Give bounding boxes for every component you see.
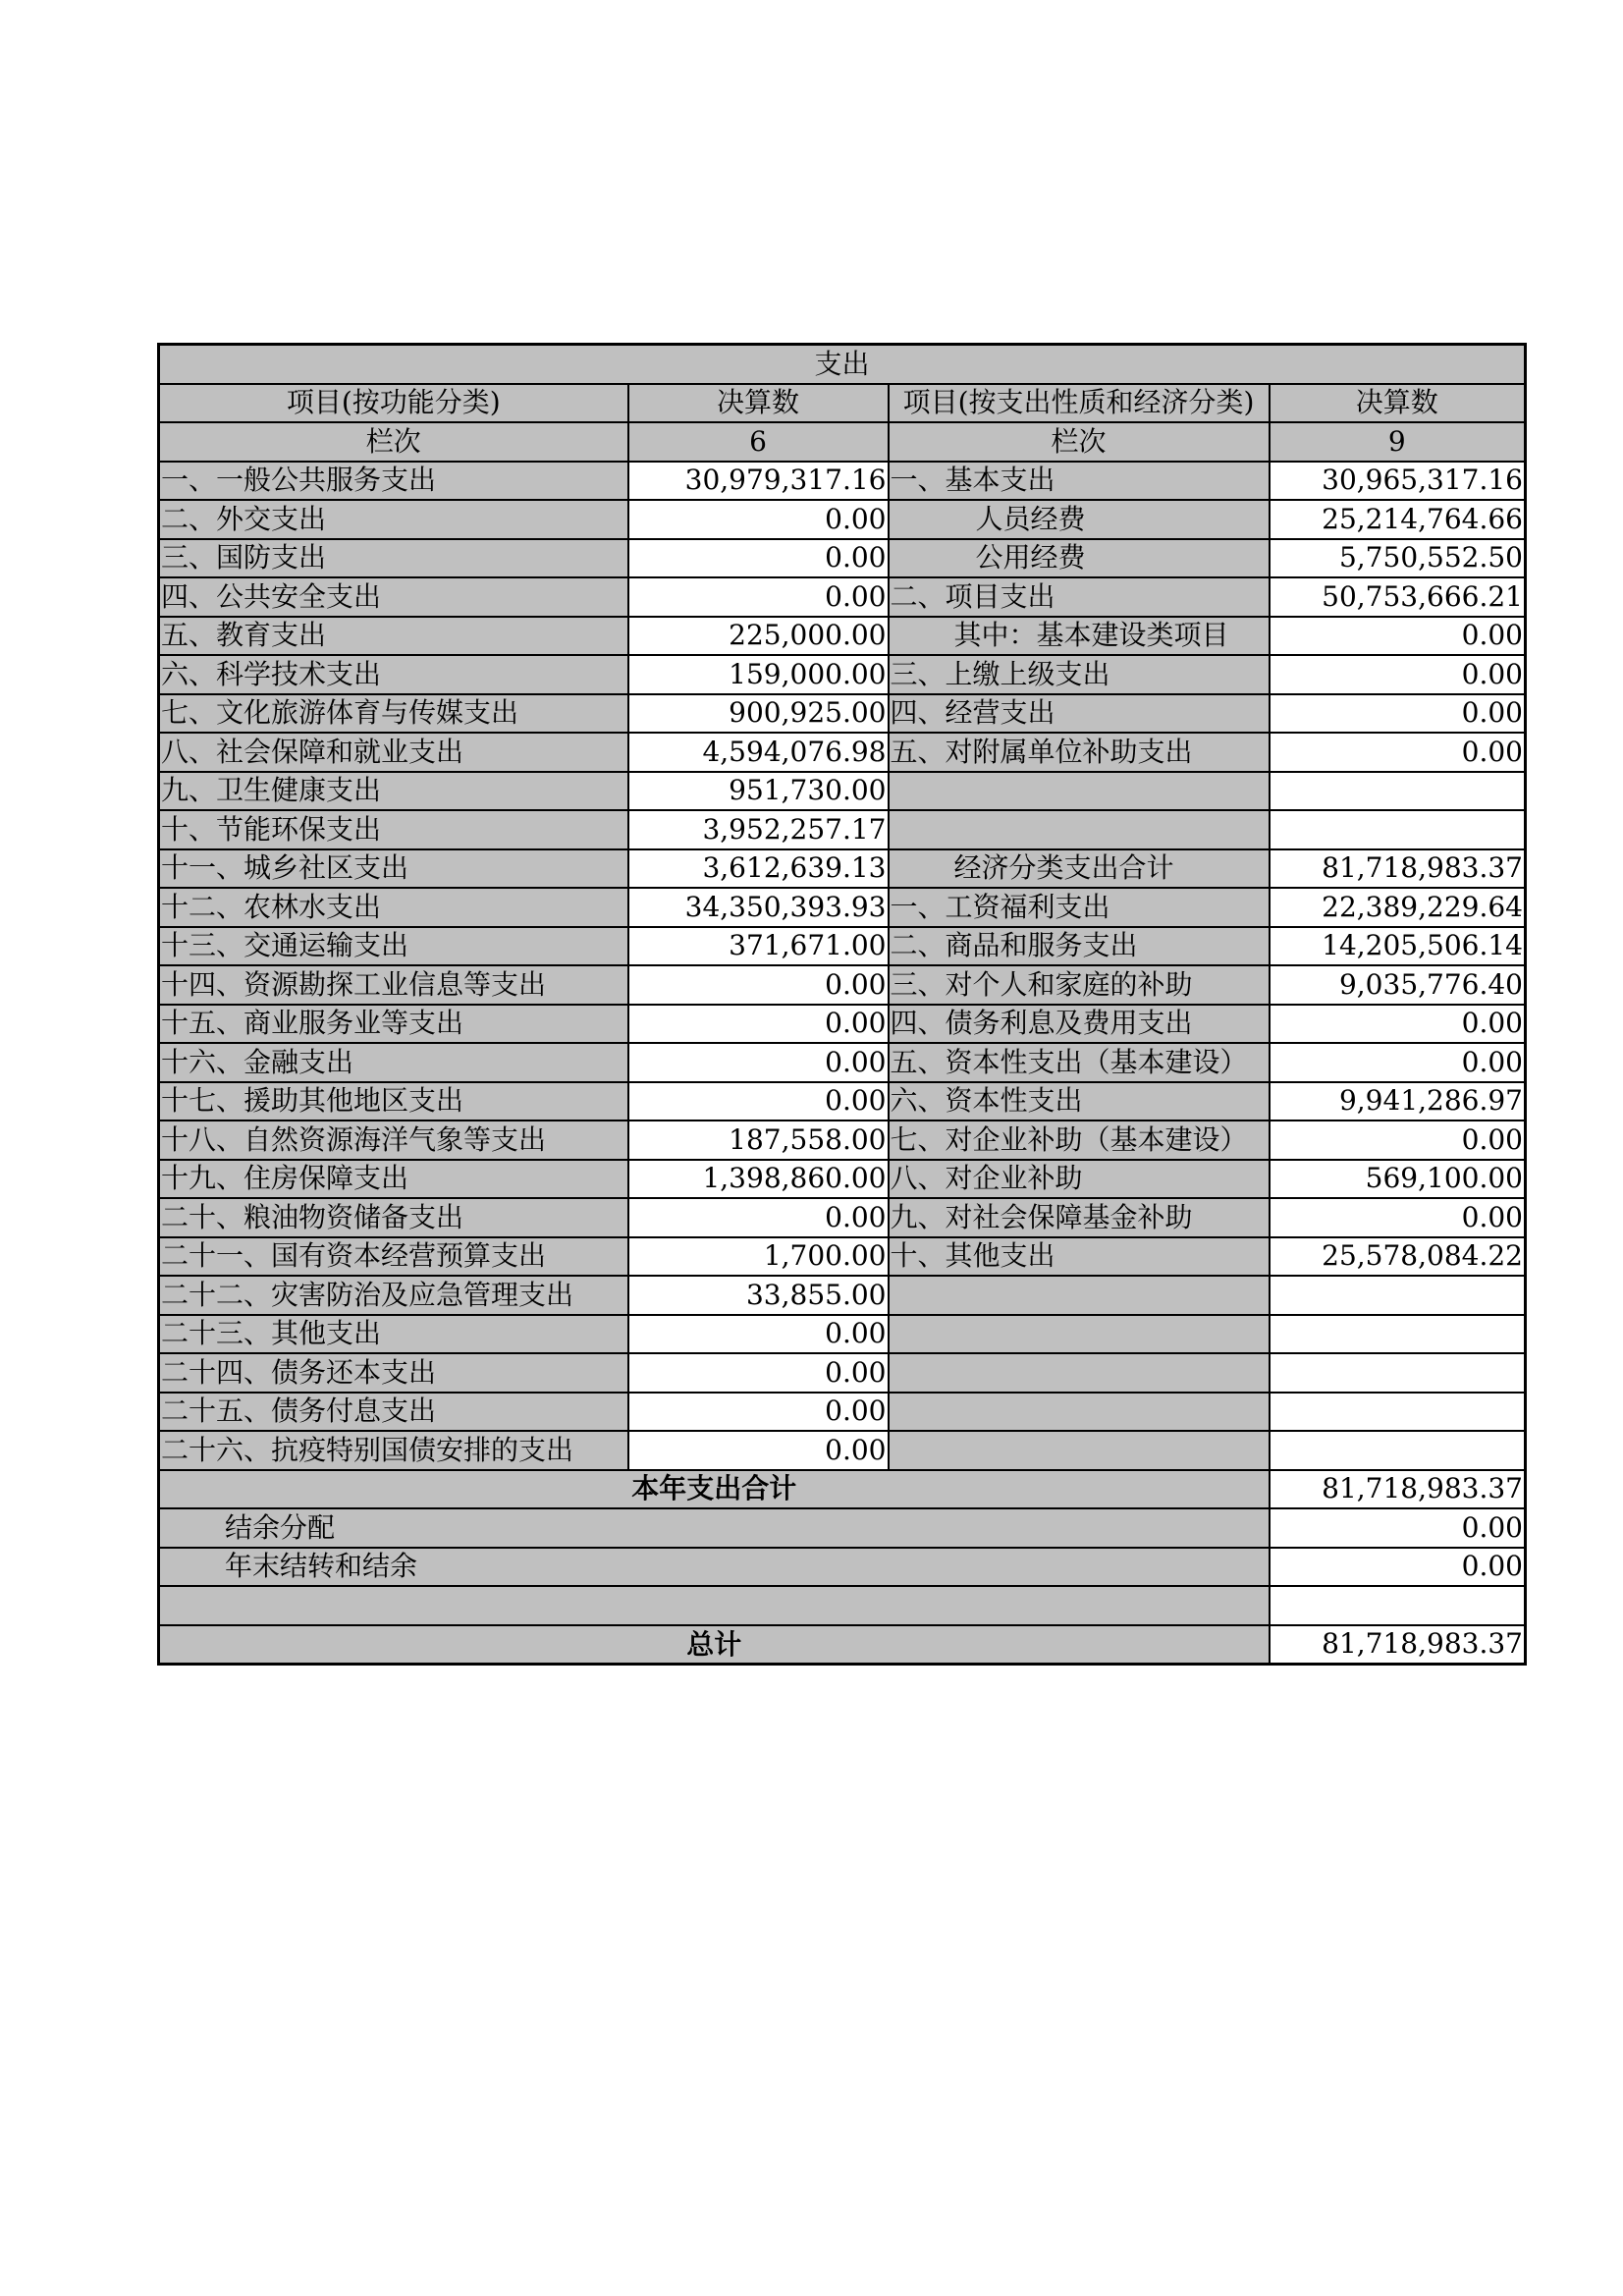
surplus-row <box>159 1508 1526 1548</box>
table-row <box>159 772 1526 811</box>
surplus-amount: 0.00 <box>1270 1508 1526 1548</box>
func-item-name: 七、文化旅游体育与传媒支出 <box>159 694 628 734</box>
blank-label <box>159 1586 1270 1625</box>
expenditure-table <box>157 343 1527 1666</box>
func-item-name: 三、国防支出 <box>159 539 628 578</box>
func-item-name: 十一、城乡社区支出 <box>159 849 628 889</box>
func-item-amount: 0.00 <box>628 1393 889 1432</box>
table-row <box>159 1198 1526 1237</box>
header-index-row <box>159 422 1526 462</box>
func-item-amount: 0.00 <box>628 965 889 1005</box>
func-item-name: 十七、援助其他地区支出 <box>159 1082 628 1121</box>
econ-item-amount: 9,941,286.97 <box>1270 1082 1526 1121</box>
col-header-func-amount: 决算数 <box>628 384 889 423</box>
table-row <box>159 655 1526 694</box>
blank-amount <box>1270 1586 1526 1625</box>
econ-item-name: 三、对个人和家庭的补助 <box>889 965 1270 1005</box>
col-header-econ-amount: 决算数 <box>1270 384 1526 423</box>
func-item-name: 一、一般公共服务支出 <box>159 462 628 501</box>
econ-item-amount: 0.00 <box>1270 617 1526 656</box>
table-row <box>159 849 1526 889</box>
year-total-amount: 81,718,983.37 <box>1270 1470 1526 1509</box>
table-row <box>159 1276 1526 1315</box>
func-item-amount: 0.00 <box>628 1198 889 1237</box>
econ-item-name: 其中：基本建设类项目 <box>889 617 1270 656</box>
row-label-func: 栏次 <box>159 422 628 462</box>
func-item-amount: 0.00 <box>628 500 889 539</box>
func-item-amount: 33,855.00 <box>628 1276 889 1315</box>
func-item-amount: 951,730.00 <box>628 772 889 811</box>
table-row <box>159 1082 1526 1121</box>
table-row <box>159 1393 1526 1432</box>
grand-total-row <box>159 1625 1526 1665</box>
econ-item-amount: 9,035,776.40 <box>1270 965 1526 1005</box>
econ-item-name: 四、债务利息及费用支出 <box>889 1005 1270 1044</box>
econ-item-amount <box>1270 1431 1526 1470</box>
econ-item-name <box>889 1315 1270 1354</box>
table-row <box>159 965 1526 1005</box>
year-total-label: 本年支出合计 <box>159 1470 1270 1509</box>
func-item-name: 二十二、灾害防治及应急管理支出 <box>159 1276 628 1315</box>
col-header-econ-item: 项目(按支出性质和经济分类) <box>889 384 1270 423</box>
econ-item-name: 人员经费 <box>889 500 1270 539</box>
table-row <box>159 1353 1526 1393</box>
func-item-amount: 371,671.00 <box>628 927 889 966</box>
econ-item-name <box>889 1393 1270 1432</box>
func-item-amount: 187,558.00 <box>628 1121 889 1160</box>
econ-item-name <box>889 772 1270 811</box>
econ-item-amount: 25,578,084.22 <box>1270 1237 1526 1277</box>
table-title: 支出 <box>159 345 1526 384</box>
func-item-amount: 225,000.00 <box>628 617 889 656</box>
table-row <box>159 1121 1526 1160</box>
table-row <box>159 1237 1526 1277</box>
func-item-amount: 0.00 <box>628 1353 889 1393</box>
econ-item-amount <box>1270 772 1526 811</box>
table-row <box>159 888 1526 927</box>
col-index-econ: 9 <box>1270 422 1526 462</box>
func-item-amount: 900,925.00 <box>628 694 889 734</box>
func-item-amount: 0.00 <box>628 539 889 578</box>
header-title-row <box>159 345 1526 384</box>
econ-item-name: 八、对企业补助 <box>889 1160 1270 1199</box>
econ-item-name: 二、商品和服务支出 <box>889 927 1270 966</box>
econ-item-amount <box>1270 1393 1526 1432</box>
func-item-name: 十六、金融支出 <box>159 1043 628 1082</box>
func-item-name: 八、社会保障和就业支出 <box>159 733 628 772</box>
func-item-amount: 4,594,076.98 <box>628 733 889 772</box>
econ-item-name: 五、对附属单位补助支出 <box>889 733 1270 772</box>
econ-item-name <box>889 1276 1270 1315</box>
table-row <box>159 1315 1526 1354</box>
func-item-amount: 30,979,317.16 <box>628 462 889 501</box>
func-item-name: 五、教育支出 <box>159 617 628 656</box>
func-item-amount: 159,000.00 <box>628 655 889 694</box>
func-item-amount: 0.00 <box>628 1431 889 1470</box>
econ-item-amount: 0.00 <box>1270 1043 1526 1082</box>
col-index-func: 6 <box>628 422 889 462</box>
econ-item-amount <box>1270 810 1526 849</box>
econ-item-name: 一、工资福利支出 <box>889 888 1270 927</box>
year-total-row <box>159 1470 1526 1509</box>
func-item-amount: 1,700.00 <box>628 1237 889 1277</box>
surplus-label: 结余分配 <box>159 1508 1270 1548</box>
econ-item-amount <box>1270 1276 1526 1315</box>
econ-item-name: 四、经营支出 <box>889 694 1270 734</box>
econ-item-amount <box>1270 1315 1526 1354</box>
func-item-name: 九、卫生健康支出 <box>159 772 628 811</box>
func-item-name: 十四、资源勘探工业信息等支出 <box>159 965 628 1005</box>
func-item-name: 二十三、其他支出 <box>159 1315 628 1354</box>
func-item-amount: 0.00 <box>628 577 889 617</box>
econ-item-amount: 569,100.00 <box>1270 1160 1526 1199</box>
econ-item-name: 三、上缴上级支出 <box>889 655 1270 694</box>
econ-item-amount: 81,718,983.37 <box>1270 849 1526 889</box>
econ-item-amount: 0.00 <box>1270 1121 1526 1160</box>
econ-item-amount: 0.00 <box>1270 694 1526 734</box>
func-item-name: 十五、商业服务业等支出 <box>159 1005 628 1044</box>
table-row <box>159 694 1526 734</box>
func-item-amount: 3,952,257.17 <box>628 810 889 849</box>
func-item-name: 十九、住房保障支出 <box>159 1160 628 1199</box>
col-header-func-item: 项目(按功能分类) <box>159 384 628 423</box>
table-row <box>159 927 1526 966</box>
row-label-econ: 栏次 <box>889 422 1270 462</box>
func-item-name: 十三、交通运输支出 <box>159 927 628 966</box>
func-item-amount: 34,350,393.93 <box>628 888 889 927</box>
func-item-amount: 0.00 <box>628 1005 889 1044</box>
econ-item-name: 一、基本支出 <box>889 462 1270 501</box>
func-item-name: 二十、粮油物资储备支出 <box>159 1198 628 1237</box>
grand-total-amount: 81,718,983.37 <box>1270 1625 1526 1665</box>
econ-item-amount: 0.00 <box>1270 733 1526 772</box>
econ-item-amount: 22,389,229.64 <box>1270 888 1526 927</box>
func-item-name: 二十一、国有资本经营预算支出 <box>159 1237 628 1277</box>
table-row <box>159 1160 1526 1199</box>
func-item-name: 十八、自然资源海洋气象等支出 <box>159 1121 628 1160</box>
carryover-amount: 0.00 <box>1270 1548 1526 1587</box>
econ-item-name: 七、对企业补助（基本建设） <box>889 1121 1270 1160</box>
func-item-name: 二、外交支出 <box>159 500 628 539</box>
carryover-label: 年末结转和结余 <box>159 1548 1270 1587</box>
econ-item-name: 九、对社会保障基金补助 <box>889 1198 1270 1237</box>
func-item-amount: 0.00 <box>628 1043 889 1082</box>
carryover-row <box>159 1548 1526 1587</box>
econ-item-name: 六、资本性支出 <box>889 1082 1270 1121</box>
econ-item-amount: 0.00 <box>1270 1005 1526 1044</box>
table-row <box>159 733 1526 772</box>
blank-row <box>159 1586 1526 1625</box>
summary-section <box>159 1470 1526 1665</box>
table-row <box>159 1431 1526 1470</box>
func-item-name: 二十五、债务付息支出 <box>159 1393 628 1432</box>
econ-item-amount: 0.00 <box>1270 655 1526 694</box>
econ-item-amount: 0.00 <box>1270 1198 1526 1237</box>
header-columns-row <box>159 384 1526 423</box>
econ-item-name: 五、资本性支出（基本建设） <box>889 1043 1270 1082</box>
func-item-name: 十、节能环保支出 <box>159 810 628 849</box>
func-item-name: 六、科学技术支出 <box>159 655 628 694</box>
table-row <box>159 1005 1526 1044</box>
econ-item-name: 公用经费 <box>889 539 1270 578</box>
table-row <box>159 539 1526 578</box>
econ-item-name: 二、项目支出 <box>889 577 1270 617</box>
table-row <box>159 810 1526 849</box>
table-row <box>159 577 1526 617</box>
econ-item-amount <box>1270 1353 1526 1393</box>
econ-item-amount: 30,965,317.16 <box>1270 462 1526 501</box>
table-rows <box>159 462 1526 1470</box>
econ-item-name <box>889 810 1270 849</box>
func-item-name: 二十六、抗疫特别国债安排的支出 <box>159 1431 628 1470</box>
econ-item-name <box>889 1431 1270 1470</box>
func-item-amount: 0.00 <box>628 1082 889 1121</box>
econ-item-amount: 50,753,666.21 <box>1270 577 1526 617</box>
func-item-amount: 0.00 <box>628 1315 889 1354</box>
grand-total-label: 总计 <box>159 1625 1270 1665</box>
func-item-name: 十二、农林水支出 <box>159 888 628 927</box>
table-row <box>159 617 1526 656</box>
econ-item-amount: 14,205,506.14 <box>1270 927 1526 966</box>
econ-item-name: 十、其他支出 <box>889 1237 1270 1277</box>
econ-item-amount: 5,750,552.50 <box>1270 539 1526 578</box>
func-item-amount: 3,612,639.13 <box>628 849 889 889</box>
econ-item-name <box>889 1353 1270 1393</box>
table-row <box>159 1043 1526 1082</box>
func-item-name: 二十四、债务还本支出 <box>159 1353 628 1393</box>
econ-item-amount: 25,214,764.66 <box>1270 500 1526 539</box>
econ-item-name: 经济分类支出合计 <box>889 849 1270 889</box>
func-item-amount: 1,398,860.00 <box>628 1160 889 1199</box>
table-row <box>159 500 1526 539</box>
table-row <box>159 462 1526 501</box>
func-item-name: 四、公共安全支出 <box>159 577 628 617</box>
